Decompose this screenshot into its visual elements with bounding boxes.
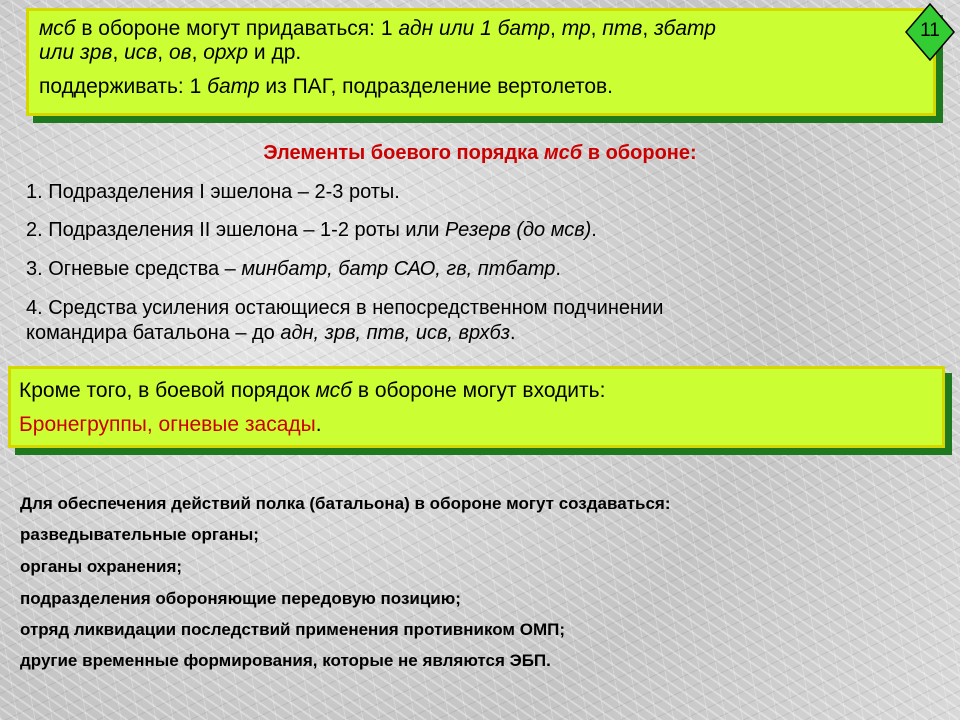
text: и др. — [248, 41, 302, 64]
text: , — [642, 17, 654, 40]
text: , — [590, 17, 603, 40]
unit-abbr: зрв — [80, 41, 113, 64]
text: в обороне могут придаваться: 1 — [75, 17, 399, 40]
text: . — [509, 322, 516, 344]
additional-line-2 — [19, 413, 932, 437]
unit-abbr: ов — [168, 41, 192, 64]
text: Элементы боевого порядка — [263, 142, 544, 164]
text: . — [591, 219, 597, 241]
element-item-1: 1. Подразделения I эшелона – 2-3 роты. — [26, 181, 400, 203]
support-item: подразделения обороняющие передовую позицию; — [20, 589, 461, 608]
info-box-additional — [8, 366, 945, 448]
support-line — [39, 75, 923, 99]
text: , — [157, 41, 169, 64]
text: в обороне могут входить: — [352, 379, 606, 402]
text: из ПАГ, подразделение вертолетов. — [259, 75, 614, 98]
unit-abbr: Резерв (до мсв) — [444, 219, 592, 241]
unit-abbr: мсб — [315, 379, 352, 402]
text: командира батальона – до — [26, 322, 281, 344]
text: 3. Огневые средства – — [26, 258, 242, 280]
element-item-4: 4. Средства усиления остающиеся в непосредственном подчинении — [26, 297, 664, 319]
text: , — [191, 41, 204, 64]
text: . — [315, 413, 322, 436]
text: 2. Подразделения II эшелона – 1-2 роты или — [26, 219, 445, 241]
support-item: органы охранения; — [20, 557, 183, 576]
support-item: другие временные формирования, которые не являются ЭБП. — [20, 651, 551, 670]
unit-abbr: минбатр, батр САО, гв, птбатр — [241, 258, 556, 280]
unit-abbr: тр — [561, 17, 591, 40]
text: поддерживать: 1 — [39, 75, 208, 98]
text: Кроме того, в боевой порядок — [19, 379, 316, 402]
unit-abbr: батр — [207, 75, 260, 98]
text: в обороне: — [582, 142, 697, 164]
text: , — [550, 17, 562, 40]
additional-line-1 — [19, 379, 932, 403]
text: , — [112, 41, 125, 64]
unit-abbr: орхр — [203, 41, 249, 64]
element-item-3 — [26, 257, 561, 281]
unit-abbr: или — [39, 41, 81, 64]
unit-abbr: мсб — [543, 142, 583, 164]
section-heading — [0, 142, 960, 165]
unit-abbr: птв — [602, 17, 643, 40]
text: . — [555, 258, 561, 280]
support-intro: Для обеспечения действий полка (батальона) в обороне могут создаваться: — [20, 494, 671, 513]
unit-abbr: адн, зрв, птв, исв, врхбз — [280, 322, 510, 344]
attachments-line-2 — [39, 41, 923, 65]
unit-abbr: адн или 1 батр — [398, 17, 551, 40]
unit-abbr: збатр — [653, 17, 716, 40]
support-item: разведывательные органы; — [20, 525, 259, 544]
attachments-line-1 — [39, 17, 923, 41]
highlight-text: Бронегруппы, огневые засады — [19, 413, 316, 436]
unit-abbr: исв — [124, 41, 158, 64]
element-item-2 — [26, 218, 597, 242]
element-item-4-continued — [26, 321, 516, 345]
unit-abbr: мсб — [39, 17, 76, 40]
support-item: отряд ликвидации последствий применения противником ОМП; — [20, 620, 565, 639]
info-box-attachments — [26, 8, 936, 116]
slide-number: 11 — [920, 20, 940, 41]
